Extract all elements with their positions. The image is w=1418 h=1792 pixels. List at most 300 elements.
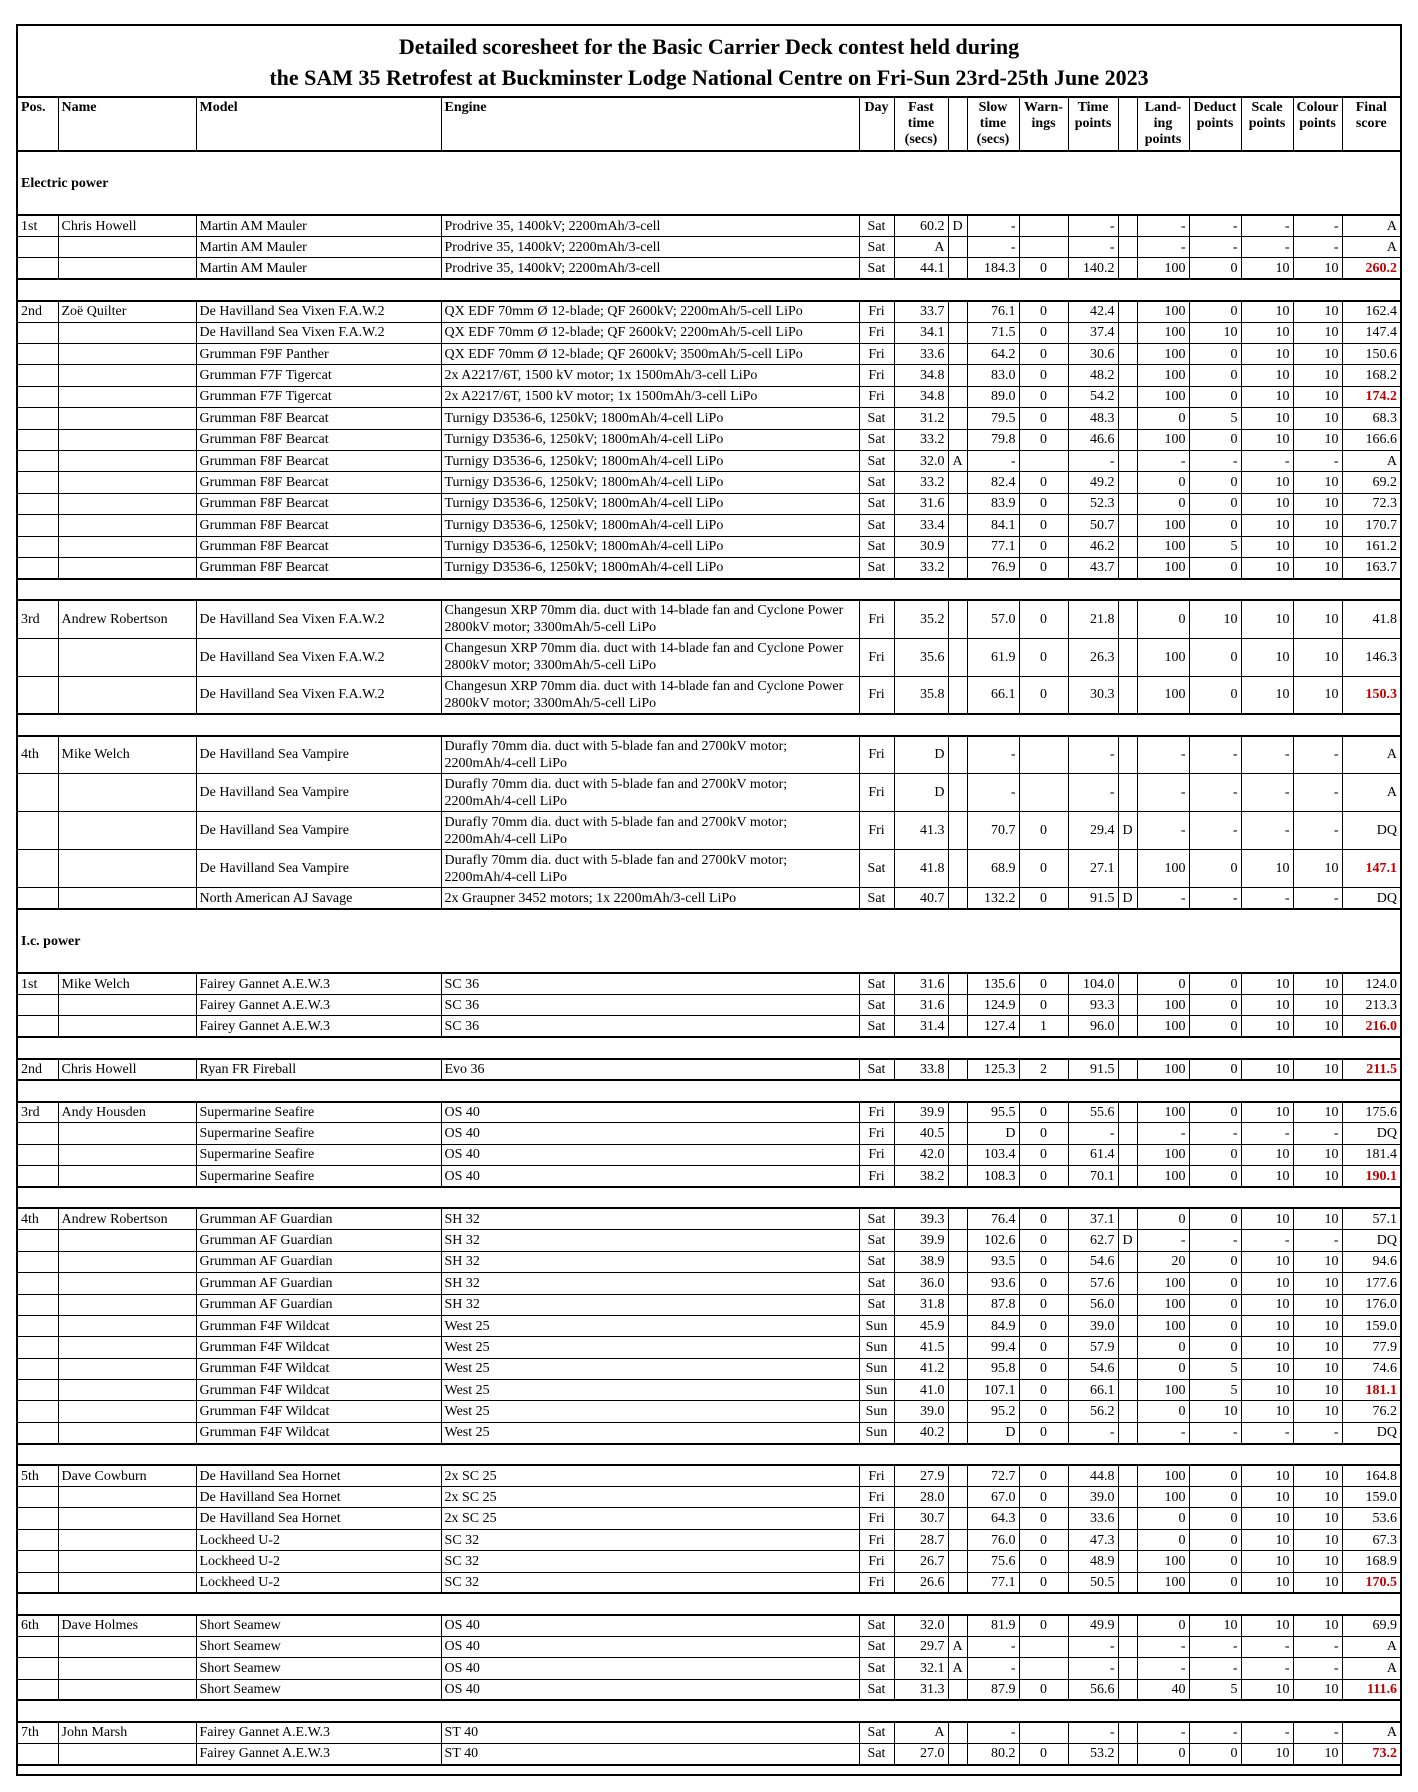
time-flag-cell [1118, 557, 1137, 578]
name-cell [58, 1658, 196, 1679]
day-cell: Sat [859, 408, 894, 429]
day-cell: Sat [859, 1273, 894, 1294]
title-line-2: the SAM 35 Retrofest at Buckminster Lodge National Centre on Fri-Sun 23rd-25th June 2023 [269, 65, 1149, 90]
fast-time-cell: 35.8 [894, 676, 948, 714]
deduct-points-cell: 0 [1189, 515, 1241, 536]
landing-points-cell: - [1137, 774, 1189, 812]
colour-points-cell: - [1293, 1636, 1342, 1657]
position-cell [18, 1529, 58, 1550]
time-points-cell: 30.3 [1068, 676, 1118, 714]
landing-points-cell: 100 [1137, 536, 1189, 557]
warnings-cell: 0 [1019, 258, 1068, 279]
model-cell: De Havilland Sea Vixen F.A.W.2 [196, 600, 441, 638]
table-row [18, 1529, 1400, 1550]
position-cell: 3rd [18, 600, 58, 638]
table-row [18, 386, 1400, 407]
engine-cell: SH 32 [441, 1251, 859, 1272]
table-row [18, 1123, 1400, 1144]
slow-time-cell: 132.2 [967, 888, 1019, 909]
warnings-cell: 0 [1019, 1572, 1068, 1593]
fast-flag-cell [948, 365, 967, 386]
fast-time-cell: 33.2 [894, 557, 948, 578]
time-flag-cell [1118, 408, 1137, 429]
fast-flag-cell [948, 1615, 967, 1636]
final-score-cell: A [1342, 1722, 1400, 1743]
warnings-cell: 0 [1019, 1144, 1068, 1165]
warnings-cell: 0 [1019, 1487, 1068, 1508]
slow-time-cell: - [967, 1636, 1019, 1657]
fast-flag-cell [948, 301, 967, 322]
fast-time-cell: 31.6 [894, 493, 948, 514]
time-points-cell: 39.0 [1068, 1487, 1118, 1508]
scale-points-cell: - [1241, 1722, 1293, 1743]
engine-cell: Turnigy D3536-6, 1250kV; 1800mAh/4-cell LiPo [441, 557, 859, 578]
fast-time-cell: 40.2 [894, 1422, 948, 1443]
colour-points-cell: 10 [1293, 1273, 1342, 1294]
scale-points-cell: 10 [1241, 973, 1293, 994]
fast-flag-cell [948, 812, 967, 850]
position-cell [18, 386, 58, 407]
colour-points-cell: 10 [1293, 1615, 1342, 1636]
warnings-cell: 0 [1019, 1102, 1068, 1123]
scale-points-cell: - [1241, 1230, 1293, 1251]
time-flag-cell [1118, 995, 1137, 1016]
time-points-cell: - [1068, 237, 1118, 258]
position-cell [18, 1144, 58, 1165]
slow-time-cell: 81.9 [967, 1615, 1019, 1636]
colour-points-cell: 10 [1293, 1144, 1342, 1165]
warnings-cell: 0 [1019, 493, 1068, 514]
scale-points-cell: - [1241, 1123, 1293, 1144]
day-cell: Sat [859, 258, 894, 279]
slow-time-cell: 70.7 [967, 812, 1019, 850]
table-row [18, 1273, 1400, 1294]
final-score-cell: 68.3 [1342, 408, 1400, 429]
name-cell [58, 386, 196, 407]
col-time-flag [1118, 98, 1137, 151]
engine-cell: Changesun XRP 70mm dia. duct with 14-blade fan and Cyclone Power 2800kV motor; 3300mAh/5-cell LiPo [441, 676, 859, 714]
fast-flag-cell [948, 1208, 967, 1229]
deduct-points-cell: 0 [1189, 1551, 1241, 1572]
scale-points-cell: - [1241, 774, 1293, 812]
deduct-points-cell: 0 [1189, 1465, 1241, 1486]
colour-points-cell: 10 [1293, 1208, 1342, 1229]
scale-points-cell: - [1241, 450, 1293, 471]
deduct-points-cell: - [1189, 1230, 1241, 1251]
position-cell [18, 1315, 58, 1336]
day-cell: Fri [859, 1529, 894, 1550]
name-cell [58, 408, 196, 429]
landing-points-cell: 0 [1137, 408, 1189, 429]
fast-time-cell: 38.9 [894, 1251, 948, 1272]
slow-time-cell: 57.0 [967, 600, 1019, 638]
position-cell: 4th [18, 1208, 58, 1229]
position-cell [18, 237, 58, 258]
day-cell: Fri [859, 1508, 894, 1529]
warnings-cell: 0 [1019, 1123, 1068, 1144]
time-points-cell: 61.4 [1068, 1144, 1118, 1165]
day-cell: Sun [859, 1422, 894, 1443]
model-cell: Lockheed U-2 [196, 1551, 441, 1572]
engine-cell: SC 36 [441, 1016, 859, 1037]
table-row [18, 1722, 1400, 1743]
time-points-cell: 50.5 [1068, 1572, 1118, 1593]
time-flag-cell [1118, 1508, 1137, 1529]
table-row [18, 1508, 1400, 1529]
name-cell: Mike Welch [58, 736, 196, 774]
warnings-cell: 0 [1019, 408, 1068, 429]
time-flag-cell [1118, 1273, 1137, 1294]
fast-flag-cell [948, 1551, 967, 1572]
time-flag-cell [1118, 1251, 1137, 1272]
fast-flag-cell [948, 850, 967, 888]
time-points-cell: 70.1 [1068, 1166, 1118, 1187]
position-cell [18, 536, 58, 557]
colour-points-cell: 10 [1293, 600, 1342, 638]
time-points-cell: - [1068, 1658, 1118, 1679]
engine-cell: Durafly 70mm dia. duct with 5-blade fan and 2700kV motor; 2200mAh/4-cell LiPo [441, 850, 859, 888]
model-cell: Grumman F8F Bearcat [196, 408, 441, 429]
position-cell [18, 408, 58, 429]
slow-time-cell: D [967, 1422, 1019, 1443]
slow-time-cell: 99.4 [967, 1337, 1019, 1358]
table-row [18, 1380, 1400, 1401]
slow-time-cell: 95.8 [967, 1358, 1019, 1379]
col-engine: Engine [441, 98, 859, 151]
day-cell: Sat [859, 429, 894, 450]
engine-cell: OS 40 [441, 1102, 859, 1123]
col-warnings: Warn-ings [1019, 98, 1068, 151]
engine-cell: SH 32 [441, 1273, 859, 1294]
position-cell [18, 322, 58, 343]
day-cell: Fri [859, 1487, 894, 1508]
scale-points-cell: 10 [1241, 1679, 1293, 1700]
fast-time-cell: 33.6 [894, 344, 948, 365]
model-cell: Grumman F8F Bearcat [196, 557, 441, 578]
engine-cell: OS 40 [441, 1658, 859, 1679]
day-cell: Fri [859, 1465, 894, 1486]
page-title [18, 26, 1400, 98]
slow-time-cell: 93.6 [967, 1273, 1019, 1294]
time-points-cell: 96.0 [1068, 1016, 1118, 1037]
fast-time-cell: 33.4 [894, 515, 948, 536]
model-cell: Short Seamew [196, 1636, 441, 1657]
scale-points-cell: 10 [1241, 1337, 1293, 1358]
final-score-cell: 124.0 [1342, 973, 1400, 994]
colour-points-cell: - [1293, 215, 1342, 236]
table-row [18, 215, 1400, 236]
position-cell [18, 1572, 58, 1593]
scale-points-cell: - [1241, 812, 1293, 850]
fast-time-cell: 33.2 [894, 429, 948, 450]
colour-points-cell: 10 [1293, 995, 1342, 1016]
landing-points-cell: - [1137, 1636, 1189, 1657]
model-cell: Fairey Gannet A.E.W.3 [196, 995, 441, 1016]
landing-points-cell: 20 [1137, 1251, 1189, 1272]
day-cell: Sat [859, 1059, 894, 1080]
scale-points-cell: 10 [1241, 1102, 1293, 1123]
colour-points-cell: - [1293, 1722, 1342, 1743]
time-points-cell: 49.9 [1068, 1615, 1118, 1636]
scale-points-cell: 10 [1241, 493, 1293, 514]
final-score-cell: 147.4 [1342, 322, 1400, 343]
fast-time-cell: 41.2 [894, 1358, 948, 1379]
warnings-cell: 0 [1019, 1208, 1068, 1229]
engine-cell: Changesun XRP 70mm dia. duct with 14-blade fan and Cyclone Power 2800kV motor; 3300mAh/5-cell LiPo [441, 600, 859, 638]
scale-points-cell: - [1241, 237, 1293, 258]
scale-points-cell: 10 [1241, 676, 1293, 714]
deduct-points-cell: 5 [1189, 1358, 1241, 1379]
table-row [18, 774, 1400, 812]
fast-time-cell: 44.1 [894, 258, 948, 279]
time-flag-cell [1118, 515, 1137, 536]
warnings-cell: 0 [1019, 515, 1068, 536]
table-row [18, 1679, 1400, 1700]
final-score-cell: 147.1 [1342, 850, 1400, 888]
deduct-points-cell: 5 [1189, 408, 1241, 429]
spacer-row [18, 714, 1400, 735]
table-row [18, 1208, 1400, 1229]
fast-time-cell: 32.1 [894, 1658, 948, 1679]
warnings-cell: 0 [1019, 1251, 1068, 1272]
scale-points-cell: 10 [1241, 301, 1293, 322]
scale-points-cell: 10 [1241, 1251, 1293, 1272]
section-header [18, 172, 1400, 193]
time-flag-cell [1118, 258, 1137, 279]
colour-points-cell: - [1293, 1658, 1342, 1679]
table-row [18, 515, 1400, 536]
time-flag-cell [1118, 1059, 1137, 1080]
slow-time-cell: - [967, 1658, 1019, 1679]
time-flag-cell [1118, 1380, 1137, 1401]
final-score-cell: 73.2 [1342, 1743, 1400, 1764]
col-model: Model [196, 98, 441, 151]
col-slow-time: Slow time (secs) [967, 98, 1019, 151]
engine-cell: West 25 [441, 1337, 859, 1358]
name-cell [58, 1251, 196, 1272]
table-row [18, 493, 1400, 514]
slow-time-cell: - [967, 237, 1019, 258]
deduct-points-cell: - [1189, 1422, 1241, 1443]
fast-flag-cell: A [948, 1658, 967, 1679]
scale-points-cell: 10 [1241, 258, 1293, 279]
day-cell: Fri [859, 386, 894, 407]
colour-points-cell: 10 [1293, 1102, 1342, 1123]
final-score-cell: 146.3 [1342, 638, 1400, 676]
time-flag-cell [1118, 429, 1137, 450]
slow-time-cell: 107.1 [967, 1380, 1019, 1401]
fast-time-cell: 42.0 [894, 1144, 948, 1165]
day-cell: Fri [859, 736, 894, 774]
colour-points-cell: 10 [1293, 1401, 1342, 1422]
model-cell: Lockheed U-2 [196, 1529, 441, 1550]
engine-cell: SH 32 [441, 1294, 859, 1315]
colour-points-cell: 10 [1293, 365, 1342, 386]
name-cell [58, 237, 196, 258]
colour-points-cell: - [1293, 237, 1342, 258]
name-cell [58, 1166, 196, 1187]
landing-points-cell: 100 [1137, 850, 1189, 888]
colour-points-cell: 10 [1293, 322, 1342, 343]
final-score-cell: DQ [1342, 1123, 1400, 1144]
engine-cell: SH 32 [441, 1208, 859, 1229]
name-cell [58, 812, 196, 850]
colour-points-cell: - [1293, 888, 1342, 909]
landing-points-cell: - [1137, 1230, 1189, 1251]
table-row [18, 1144, 1400, 1165]
time-flag-cell [1118, 1123, 1137, 1144]
position-cell [18, 1294, 58, 1315]
final-score-cell: 94.6 [1342, 1251, 1400, 1272]
col-scale-points: Scale points [1241, 98, 1293, 151]
fast-flag-cell [948, 1273, 967, 1294]
position-cell [18, 429, 58, 450]
spacer-row [18, 1444, 1400, 1465]
table-row [18, 1059, 1400, 1080]
scale-points-cell: 10 [1241, 536, 1293, 557]
engine-cell: 2x SC 25 [441, 1487, 859, 1508]
colour-points-cell: 10 [1293, 536, 1342, 557]
warnings-cell: 0 [1019, 1551, 1068, 1572]
position-cell [18, 1679, 58, 1700]
scale-points-cell: 10 [1241, 386, 1293, 407]
position-cell [18, 1658, 58, 1679]
day-cell: Sat [859, 1251, 894, 1272]
day-cell: Fri [859, 1166, 894, 1187]
deduct-points-cell: - [1189, 736, 1241, 774]
model-cell: Supermarine Seafire [196, 1166, 441, 1187]
engine-cell: West 25 [441, 1401, 859, 1422]
colour-points-cell: 10 [1293, 1294, 1342, 1315]
deduct-points-cell: - [1189, 1123, 1241, 1144]
time-points-cell: 50.7 [1068, 515, 1118, 536]
time-points-cell: - [1068, 736, 1118, 774]
name-cell [58, 450, 196, 471]
engine-cell: OS 40 [441, 1123, 859, 1144]
warnings-cell: 0 [1019, 1230, 1068, 1251]
final-score-cell: 150.3 [1342, 676, 1400, 714]
deduct-points-cell: 0 [1189, 676, 1241, 714]
table-row [18, 1636, 1400, 1657]
day-cell: Sat [859, 515, 894, 536]
final-score-cell: 77.9 [1342, 1337, 1400, 1358]
fast-flag-cell [948, 472, 967, 493]
fast-flag-cell [948, 322, 967, 343]
scale-points-cell: 10 [1241, 1465, 1293, 1486]
landing-points-cell: 100 [1137, 1102, 1189, 1123]
name-cell [58, 1294, 196, 1315]
name-cell [58, 1487, 196, 1508]
scale-points-cell: 10 [1241, 1166, 1293, 1187]
model-cell: Grumman F4F Wildcat [196, 1380, 441, 1401]
deduct-points-cell: 0 [1189, 386, 1241, 407]
section-header [18, 930, 1400, 951]
model-cell: Short Seamew [196, 1615, 441, 1636]
day-cell: Sun [859, 1337, 894, 1358]
landing-points-cell: - [1137, 1722, 1189, 1743]
time-flag-cell [1118, 676, 1137, 714]
deduct-points-cell: - [1189, 1636, 1241, 1657]
slow-time-cell: 84.1 [967, 515, 1019, 536]
time-flag-cell [1118, 1615, 1137, 1636]
engine-cell: QX EDF 70mm Ø 12-blade; QF 2600kV; 2200mAh/5-cell LiPo [441, 322, 859, 343]
position-cell [18, 676, 58, 714]
engine-cell: West 25 [441, 1422, 859, 1443]
colour-points-cell: 10 [1293, 258, 1342, 279]
day-cell: Fri [859, 676, 894, 714]
name-cell [58, 1422, 196, 1443]
name-cell [58, 1529, 196, 1550]
table-row [18, 736, 1400, 774]
warnings-cell: 0 [1019, 322, 1068, 343]
deduct-points-cell: - [1189, 888, 1241, 909]
table-row [18, 408, 1400, 429]
fast-flag-cell [948, 386, 967, 407]
slow-time-cell: 76.4 [967, 1208, 1019, 1229]
model-cell: Grumman F8F Bearcat [196, 536, 441, 557]
deduct-points-cell: 0 [1189, 1572, 1241, 1593]
model-cell: Grumman F7F Tigercat [196, 386, 441, 407]
model-cell: Ryan FR Fireball [196, 1059, 441, 1080]
position-cell [18, 1636, 58, 1657]
warnings-cell: 0 [1019, 973, 1068, 994]
table-row [18, 1337, 1400, 1358]
day-cell: Sat [859, 973, 894, 994]
col-deduct-points: Deduct points [1189, 98, 1241, 151]
name-cell [58, 258, 196, 279]
landing-points-cell: 100 [1137, 1059, 1189, 1080]
final-score-cell: 111.6 [1342, 1679, 1400, 1700]
fast-flag-cell [948, 258, 967, 279]
deduct-points-cell: 0 [1189, 493, 1241, 514]
fast-time-cell: 41.0 [894, 1380, 948, 1401]
engine-cell: Changesun XRP 70mm dia. duct with 14-blade fan and Cyclone Power 2800kV motor; 3300mAh/5-cell LiPo [441, 638, 859, 676]
slow-time-cell: 80.2 [967, 1743, 1019, 1764]
deduct-points-cell: 0 [1189, 1337, 1241, 1358]
day-cell: Sun [859, 1358, 894, 1379]
col-final-score: Final score [1342, 98, 1400, 151]
table-row [18, 1465, 1400, 1486]
fast-time-cell: 26.6 [894, 1572, 948, 1593]
table-row [18, 1102, 1400, 1123]
fast-time-cell: 27.0 [894, 1743, 948, 1764]
time-flag-cell [1118, 386, 1137, 407]
engine-cell: QX EDF 70mm Ø 12-blade; QF 2600kV; 2200mAh/5-cell LiPo [441, 301, 859, 322]
final-score-cell: 57.1 [1342, 1208, 1400, 1229]
position-cell: 2nd [18, 1059, 58, 1080]
slow-time-cell: 89.0 [967, 386, 1019, 407]
slow-time-cell: - [967, 215, 1019, 236]
warnings-cell: 0 [1019, 557, 1068, 578]
final-score-cell: 190.1 [1342, 1166, 1400, 1187]
engine-cell: QX EDF 70mm Ø 12-blade; QF 2600kV; 3500mAh/5-cell LiPo [441, 344, 859, 365]
warnings-cell [1019, 1658, 1068, 1679]
table-row [18, 812, 1400, 850]
colour-points-cell: 10 [1293, 638, 1342, 676]
model-cell: De Havilland Sea Vampire [196, 850, 441, 888]
colour-points-cell: 10 [1293, 1572, 1342, 1593]
fast-time-cell: D [894, 774, 948, 812]
final-score-cell: 174.2 [1342, 386, 1400, 407]
time-flag-cell [1118, 1572, 1137, 1593]
model-cell: De Havilland Sea Vixen F.A.W.2 [196, 301, 441, 322]
warnings-cell [1019, 736, 1068, 774]
fast-flag-cell [948, 638, 967, 676]
table-row [18, 1615, 1400, 1636]
fast-time-cell: 34.1 [894, 322, 948, 343]
landing-points-cell: 100 [1137, 258, 1189, 279]
scale-points-cell: 10 [1241, 1487, 1293, 1508]
